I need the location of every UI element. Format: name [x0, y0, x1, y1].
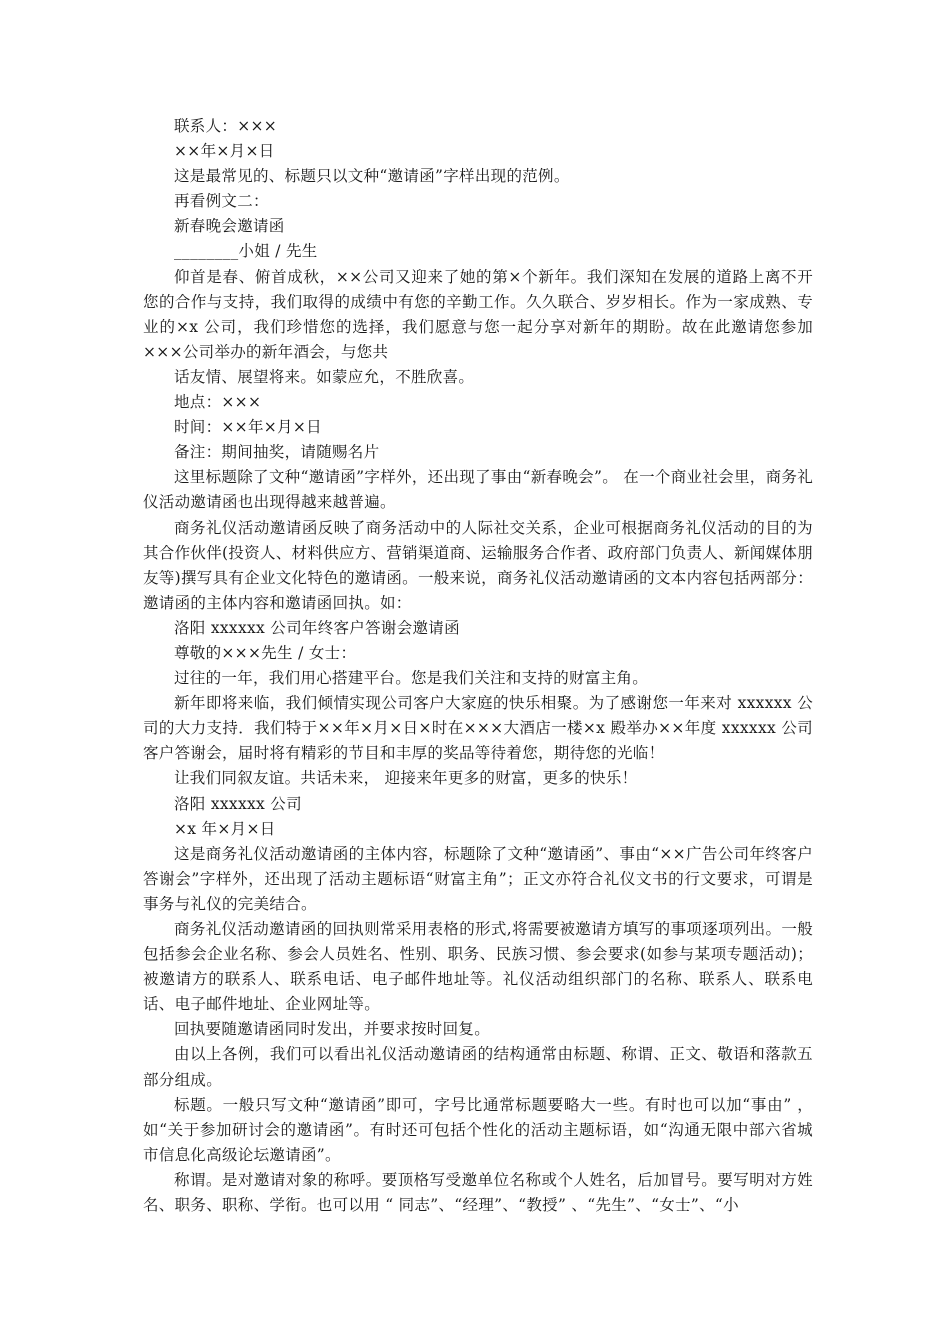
paragraph: 这里标题除了文种“邀请函”字样外，还出现了事由“新春晚会”。 在一个商业社会里，商务礼仪活动邀请函也出现得越来越普遍。	[143, 468, 813, 512]
paragraph: 仰首是春、俯首成秋，××公司又迎来了她的第×个新年。我们深知在发展的道路上离不开您的合作与支持，我们取得的成绩中有您的辛勤工作。久久联合、岁岁相长。作为一家成熟、专业的×x 公司，我们珍惜您的选择，我们愿意与您一起分享对新年的期盼。故在此邀请您参加×××公司举办的新年酒会，与您共	[143, 267, 813, 361]
paragraph: 这是商务礼仪活动邀请函的主体内容，标题除了文种“邀请函”、事由“××广告公司年终客户答谢会”字样外，还出现了活动主题标语“财富主角”；正文亦符合礼仪文书的行文要求，可谓是事务与礼仪的完美结合。	[143, 844, 813, 913]
salutation: ________小姐 / 先生	[174, 242, 318, 261]
date-line: ××年×月×日	[174, 142, 275, 161]
contact-line: 联系人：×××	[174, 117, 278, 135]
paragraph: 商务礼仪活动邀请函的回执则常采用表格的形式,将需要被邀请方填写的事项逐项列出。一般包括参会企业名称、参会人员姓名、性别、职务、民族习惯、参会要求(如参与某项专题活动)；被邀请方的联系人、联系电话、电子邮件地址等。礼仪活动组织部门的名称、联系人、联系电话、电子邮件地址、企业网址等。	[143, 920, 813, 1014]
time-line: 时间：××年×月×日	[174, 418, 322, 437]
signature-date: ×x 年×月×日	[174, 819, 276, 838]
paragraph: 商务礼仪活动邀请函反映了商务活动中的人际社交关系，企业可根据商务礼仪活动的目的为其合作伙伴(投资人、材料供应方、营销渠道商、运输服务合作者、政府部门负责人、新闻媒体朋友等)撰写具有企业文化特色的邀请函。一般来说，商务礼仪活动邀请函的文本内容包括两部分：邀请函的主体内容和邀请函回执。如：	[143, 518, 813, 612]
salutation: 尊敬的×××先生 / 女士：	[174, 643, 357, 662]
location-line: 地点：×××	[174, 393, 262, 412]
paragraph: 称谓。是对邀请对象的称呼。要顶格写受邀单位名称或个人姓名，后加冒号。要写明对方姓名、职务、职称、学衔。也可以用 “ 同志”、“经理”、“教授” 、“先生”、“女士”、“小	[143, 1170, 813, 1215]
paragraph: 标题。一般只写文种“邀请函”即可，字号比通常标题要略大一些。有时也可以加“事由” ，如“关于参加研讨会的邀请函”。有时还可包括个性化的活动主题标语，如“沟通无限中部六省城市信息化高级论坛邀请函”。	[143, 1095, 813, 1164]
paragraph: 让我们同叙友谊。共话未来， 迎接来年更多的财富，更多的快乐！	[174, 769, 638, 788]
paragraph: 话友情、展望将来。如蒙应允，不胜欣喜。	[174, 367, 475, 386]
paragraph: 回执要随邀请函同时发出，并要求按时回复。	[174, 1020, 491, 1039]
document-body	[143, 114, 813, 1218]
paragraph: 再看例文二：	[174, 192, 269, 211]
note-line: 备注：期间抽奖，请随赐名片	[174, 443, 380, 462]
example-title: 新春晚会邀请函	[174, 217, 285, 236]
paragraph: 由以上各例，我们可以看出礼仪活动邀请函的结构通常由标题、称谓、正文、敬语和落款五部分组成。	[143, 1045, 813, 1089]
signature-company: 洛阳 xxxxxx 公司	[174, 794, 302, 813]
paragraph: 过往的一年，我们用心搭建平台。您是我们关注和支持的财富主角。	[174, 669, 649, 688]
paragraph: 这是最常见的、标题只以文种“邀请函”字样出现的范例。	[174, 167, 570, 186]
example-title: 洛阳 xxxxxx 公司年终客户答谢会邀请函	[174, 618, 460, 637]
paragraph: 新年即将来临，我们倾情实现公司客户大家庭的快乐相聚。为了感谢您一年来对 xxxxxx 公司的大力支持．我们特于××年×月×日×时在×××大酒店一楼×x 殿举办××年度 xxxxxx 公司客户答谢会，届时将有精彩的节目和丰厚的奖品等待着您，期待您的光临！	[143, 694, 813, 763]
